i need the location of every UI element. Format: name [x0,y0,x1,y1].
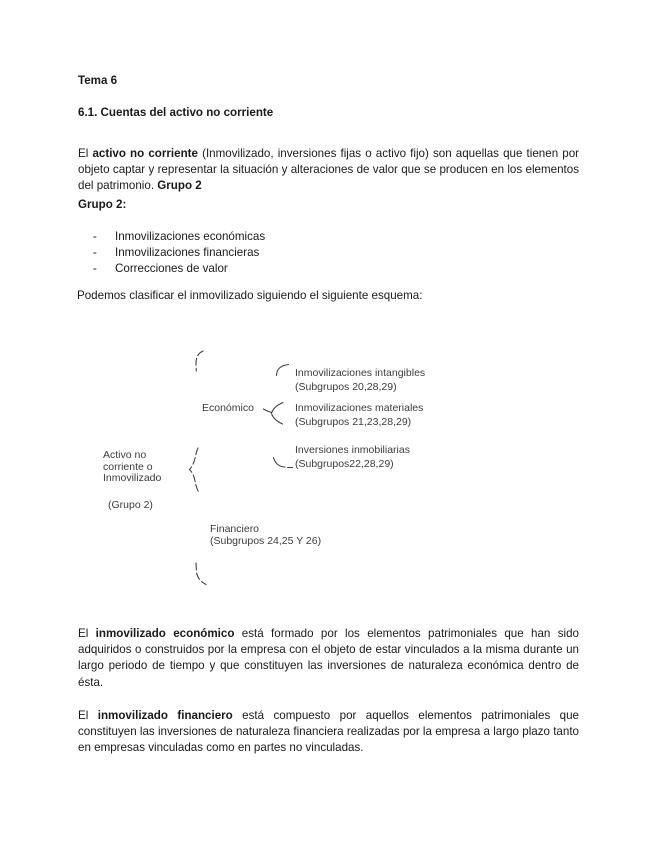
para-prefix: El [78,626,96,640]
list-item [78,261,265,277]
diagram-root-note: (Grupo 2) [108,499,153,511]
scheme-intro: Podemos clasificar el inmovilizado siguiendo el siguiente esquema: [77,289,423,302]
diagram-root-label [103,450,161,485]
child-subgroups: (Subgrupos 21,23,28,29) [295,416,412,428]
para-rest: está formado por los elementos patrimoniales que han sido adquiridos o construidos por la empresa con el objeto de estar vinculados a la misma durante un largo periodo de tiempo y que constituyen las inversiones de naturaleza económica dentro de ésta. [78,626,579,689]
child-subgroups: (Subgrupos 20,28,29) [295,381,397,393]
root-line: corriente o [103,460,153,473]
child-label: Inmovilizaciones intangibles [295,367,426,379]
bullet-dash: - [93,245,97,259]
para-bold-economico: inmovilizado económico [95,626,235,640]
root-brace-middle [190,448,199,492]
section-heading: 6.1. Cuentas del activo no corriente [78,106,274,119]
root-brace-bottom [196,563,206,585]
root-line: Activo no [103,449,147,461]
diagram-child-intangibles [295,366,425,394]
diagram-child-inmobiliarias [295,443,410,471]
paragraph-financiero [78,708,579,757]
root-line: Inmovilizado [103,472,162,485]
paragraph-economico [78,626,579,692]
economico-brace-upper [272,403,284,414]
financiero-label: Financiero [210,523,260,535]
arc-to-intangibles [277,365,289,376]
intro-bold-activo: activo no corriente [92,146,198,160]
diagram-branch-financiero [210,523,321,548]
para-prefix: El [78,708,98,722]
child-label: Inversiones inmobiliarias [295,444,410,456]
list-item [78,245,265,261]
diagram-branch-economico: Económico [202,402,254,414]
diagram-child-materiales [295,401,423,429]
child-label: Inmovilizaciones materiales [295,402,424,414]
intro-bold-grupo: Grupo 2 [157,179,202,193]
list-item-label: Inmovilizaciones financieras [115,245,260,259]
economico-brace-dash [264,409,272,413]
child-subgroups: (Subgrupos22,28,29) [295,458,394,470]
intro-middle: (Inmovilizado, inversiones fijas o activo fijo) son aquellas que tienen por objeto captar y representar la situación y alteraciones de valor que se producen en los elementos del patrimonio. [78,146,580,193]
arc-to-inmobiliarias [274,458,293,468]
bullet-dash: - [93,230,97,243]
root-brace-top [196,351,203,371]
bullet-dash: - [93,261,97,275]
group-list [78,229,265,277]
financiero-subgroups: (Subgrupos 24,25 Y 26) [210,535,322,548]
intro-prefix: El [78,146,93,160]
para-rest: está compuesto por aquellos elementos patrimoniales que constituyen las inversiones de naturaleza financiera realizadas por la empresa a largo plazo tanto en empresas vinculadas como en partes no vinculadas. [78,708,580,755]
para-bold-financiero: inmovilizado financiero [97,708,233,722]
list-item-label: Inmovilizaciones económicas [115,230,266,243]
economico-brace-lower [272,415,283,425]
list-item [78,229,265,245]
group-heading: Grupo 2: [78,198,127,211]
doc-title: Tema 6 [78,74,118,87]
list-item-label: Correcciones de valor [115,261,228,275]
intro-paragraph [78,146,579,195]
